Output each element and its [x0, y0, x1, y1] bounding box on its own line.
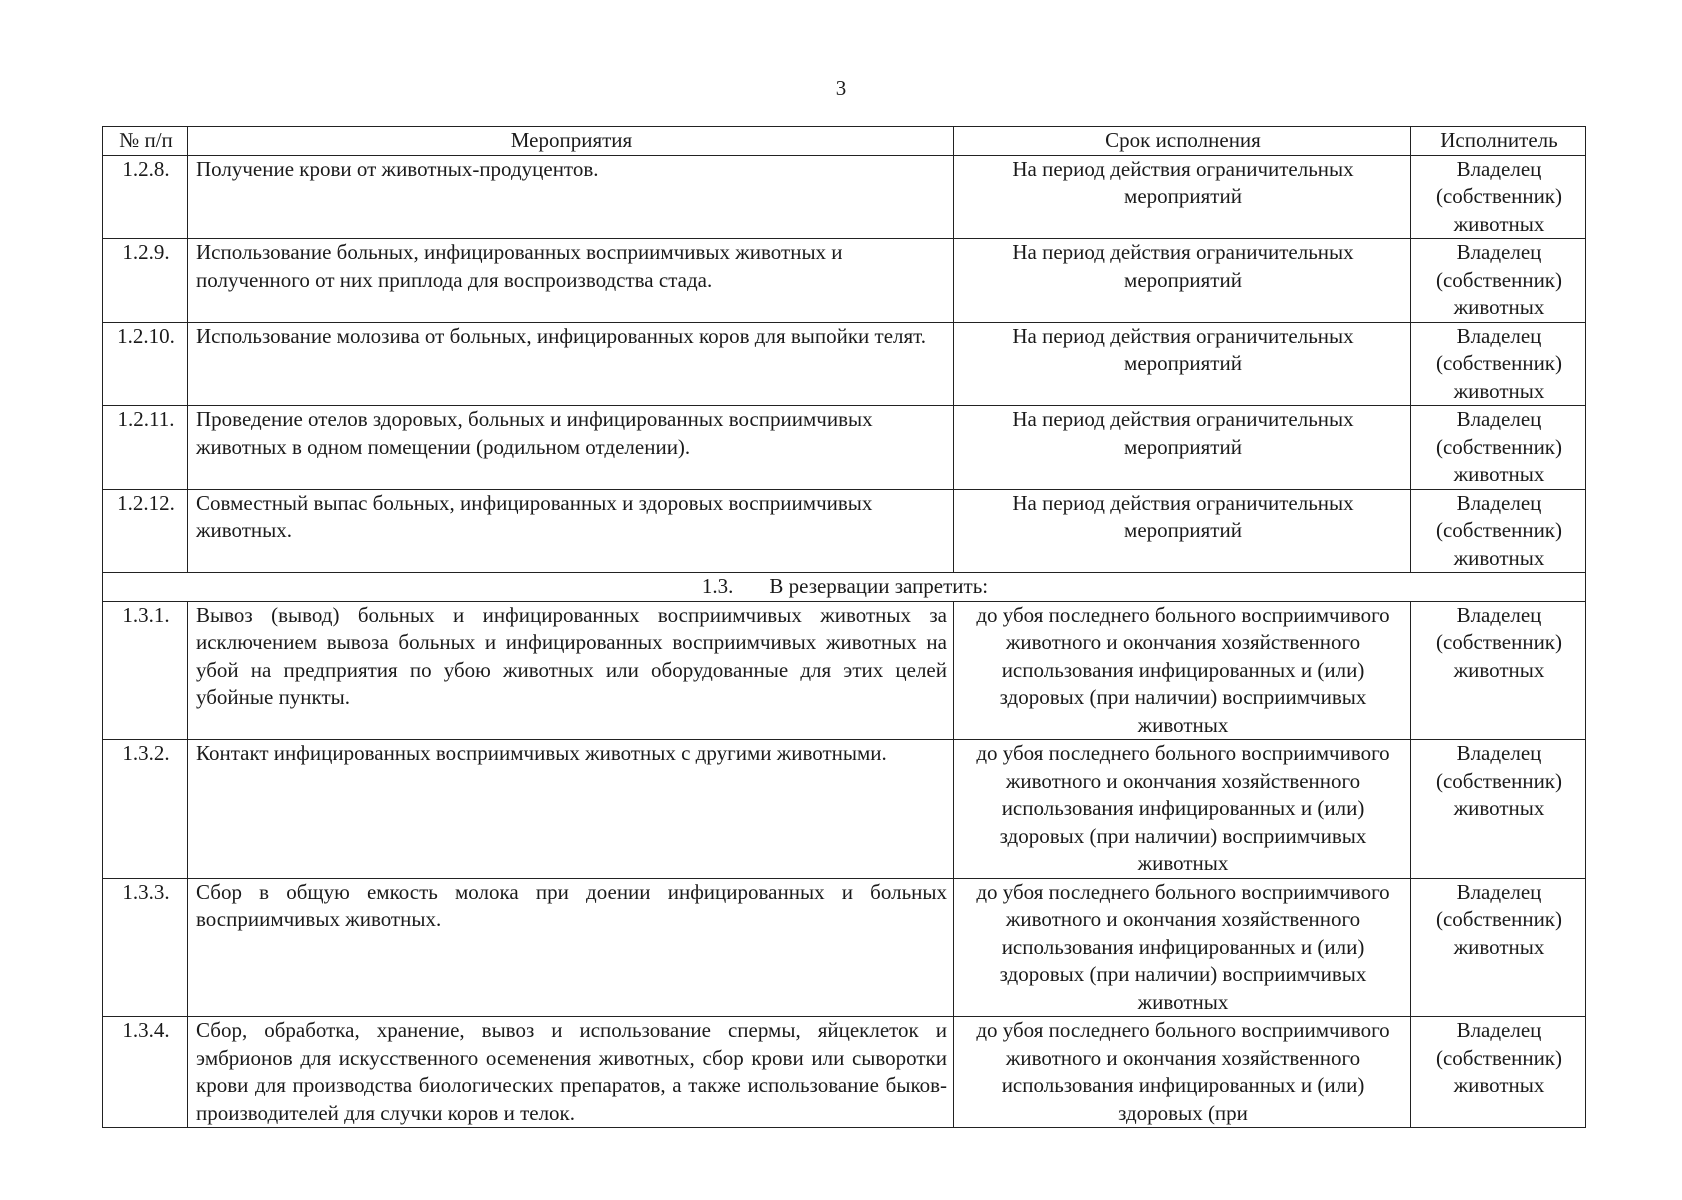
row-term: до убоя последнего больного восприимчивого животного и окончания хозяйственного использования инфицированных и (или) здоровых (при наличии) восприимчивых животных	[954, 878, 1411, 1017]
section-title: В резервации запретить:	[769, 574, 989, 598]
row-num: 1.3.4.	[103, 1017, 188, 1128]
row-activity: Использование молозива от больных, инфицированных коров для выпойки телят.	[188, 322, 954, 406]
table-row	[103, 239, 1586, 323]
row-num: 1.3.2.	[103, 740, 188, 879]
row-activity: Использование больных, инфицированных восприимчивых животных и полученного от них приплода для воспроизводства стада.	[188, 239, 954, 323]
row-activity: Сбор в общую емкость молока при доении инфицированных и больных восприимчивых животных.	[188, 878, 954, 1017]
header-activity: Мероприятия	[188, 127, 954, 156]
row-term: до убоя последнего больного восприимчивого животного и окончания хозяйственного использования инфицированных и (или) здоровых (при наличии) восприимчивых животных	[954, 601, 1411, 740]
section-number: 1.3.	[701, 574, 734, 598]
row-activity: Получение крови от животных-продуцентов.	[188, 155, 954, 239]
row-term: На период действия ограничительных мероприятий	[954, 155, 1411, 239]
table-row	[103, 406, 1586, 490]
row-term: до убоя последнего больного восприимчивого животного и окончания хозяйственного использования инфицированных и (или) здоровых (при наличии) восприимчивых животных	[954, 740, 1411, 879]
row-term: На период действия ограничительных мероприятий	[954, 406, 1411, 490]
row-executor: Владелец (собственник) животных	[1411, 155, 1586, 239]
row-executor: Владелец (собственник) животных	[1411, 239, 1586, 323]
header-num: № п/п	[103, 127, 188, 156]
row-term: На период действия ограничительных мероприятий	[954, 322, 1411, 406]
row-executor: Владелец (собственник) животных	[1411, 1017, 1586, 1128]
row-activity: Проведение отелов здоровых, больных и инфицированных восприимчивых животных в одном помещении (родильном отделении).	[188, 406, 954, 490]
table-row	[103, 1017, 1586, 1128]
row-num: 1.2.11.	[103, 406, 188, 490]
row-executor: Владелец (собственник) животных	[1411, 489, 1586, 573]
row-activity: Совместный выпас больных, инфицированных и здоровых восприимчивых животных.	[188, 489, 954, 573]
row-num: 1.3.3.	[103, 878, 188, 1017]
row-activity: Контакт инфицированных восприимчивых животных с другими животными.	[188, 740, 954, 879]
table-row	[103, 878, 1586, 1017]
row-executor: Владелец (собственник) животных	[1411, 878, 1586, 1017]
page-number: 3	[835, 76, 847, 100]
header-term: Срок исполнения	[954, 127, 1411, 156]
row-executor: Владелец (собственник) животных	[1411, 406, 1586, 490]
row-term: На период действия ограничительных мероприятий	[954, 489, 1411, 573]
row-num: 1.2.12.	[103, 489, 188, 573]
row-num: 1.2.10.	[103, 322, 188, 406]
table-row	[103, 322, 1586, 406]
section-heading-row	[103, 573, 1586, 602]
measures-table	[102, 126, 1586, 1128]
row-num: 1.3.1.	[103, 601, 188, 740]
row-executor: Владелец (собственник) животных	[1411, 740, 1586, 879]
header-executor: Исполнитель	[1411, 127, 1586, 156]
row-executor: Владелец (собственник) животных	[1411, 601, 1586, 740]
table-row	[103, 740, 1586, 879]
table-header-row	[103, 127, 1586, 156]
row-term: На период действия ограничительных мероприятий	[954, 239, 1411, 323]
table-row	[103, 489, 1586, 573]
row-executor: Владелец (собственник) животных	[1411, 322, 1586, 406]
row-num: 1.2.9.	[103, 239, 188, 323]
row-activity: Вывоз (вывод) больных и инфицированных восприимчивых животных за исключением вывоза больных и инфицированных восприимчивых животных на убой на предприятия по убою животных или оборудованные для этих целей убойные пункты.	[188, 601, 954, 740]
row-activity: Сбор, обработка, хранение, вывоз и использование спермы, яйцеклеток и эмбрионов для искусственного осеменения животных, сбор крови или сыворотки крови для производства биологических препаратов, а также использование быков-производителей для случки коров и телок.	[188, 1017, 954, 1128]
section-heading	[103, 573, 1586, 602]
row-term: до убоя последнего больного восприимчивого животного и окончания хозяйственного использования инфицированных и (или) здоровых (при	[954, 1017, 1411, 1128]
table-row	[103, 601, 1586, 740]
row-num: 1.2.8.	[103, 155, 188, 239]
table-row	[103, 155, 1586, 239]
